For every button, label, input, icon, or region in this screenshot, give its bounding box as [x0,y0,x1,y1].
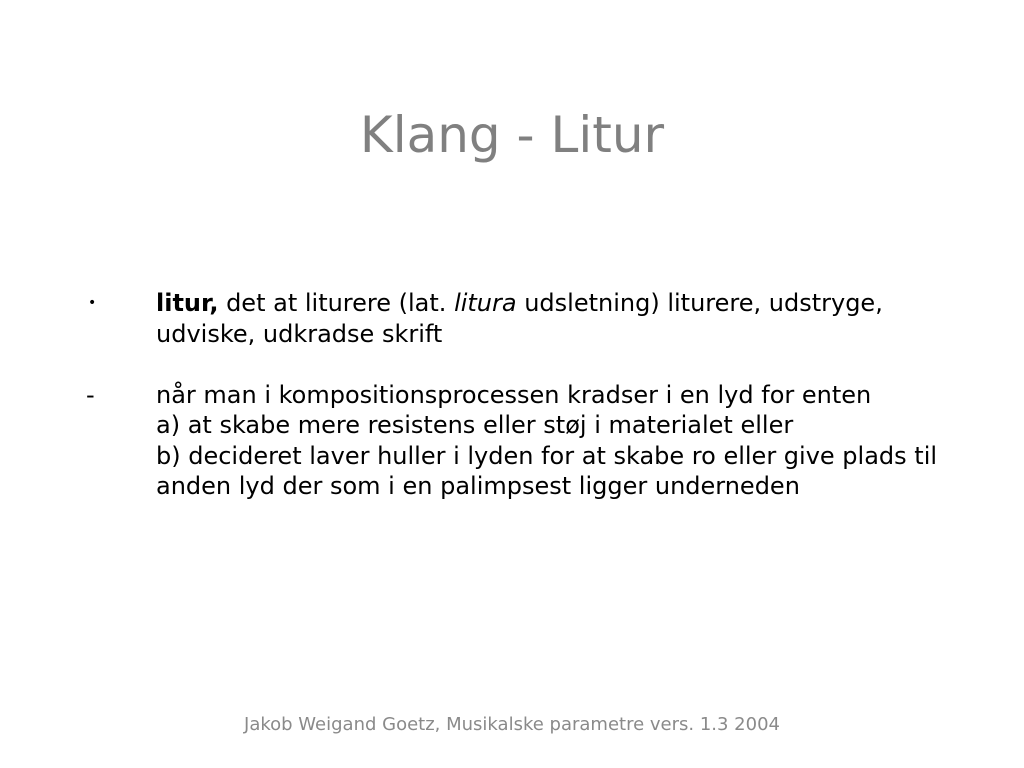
latin-term: litura [454,289,517,317]
definition-part-a: det at liturere (lat. [218,289,455,317]
slide-title: Klang - Litur [359,106,665,164]
composition-line-3: b) decideret laver huller i lyden for at skabe ro eller give plads til anden lyd der som i en palimpsest ligger underneden [156,441,938,500]
definition-part-b: udsletning) liturere, udstryge, udviske, udkradse skrift [156,289,883,348]
spacer [0,349,1024,380]
composition-text [156,380,956,502]
footer-text: Jakob Weigand Goetz, Musikalske parametre vers. 1.3 2004 [244,714,780,735]
term-bold: litur, [156,289,219,317]
definition-text [156,288,956,349]
dash-marker: - [86,380,95,409]
slide-body [0,288,1024,502]
list-item-litur [0,288,1024,349]
bullet-marker: • [88,295,97,311]
composition-line-2: a) at skabe mere resistens eller støj i materialet eller [156,411,794,439]
list-item-composition [0,380,1024,502]
composition-line-1: når man i kompositionsprocessen kradser i en lyd for enten [156,380,872,409]
